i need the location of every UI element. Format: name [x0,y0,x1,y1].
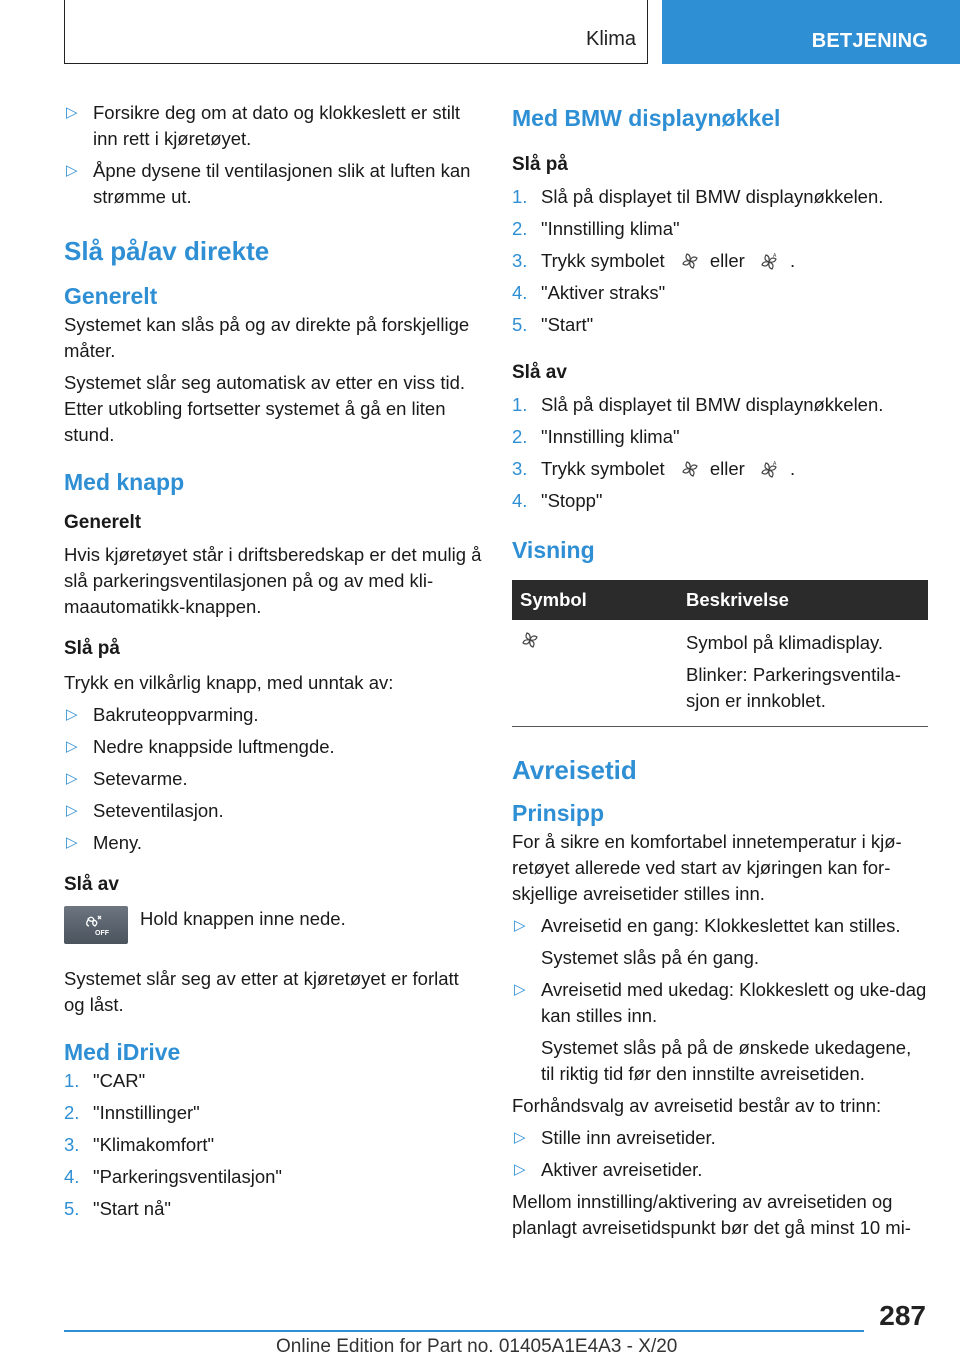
list-item: ▷ Forsikre deg om at dato og klokkeslett er stilt inn rett i kjøretøyet. [66,102,461,149]
list-item: 3. Trykk symbolet eller A . [512,458,796,479]
left-column [64,100,484,1228]
climate-off-button-image [64,906,128,944]
triangle-bullet-icon: ▷ [66,802,78,819]
list-item: 5. "Start nå" [64,1198,171,1219]
list-item: ▷ Aktiver avreisetider. [512,1157,928,1183]
svg-text:A: A [772,253,777,259]
heading-display-key: Med BMW displaynøkkel [512,105,781,131]
heading-display: Visning [512,537,595,563]
triangle-bullet-icon: ▷ [66,162,78,179]
heading-on: Slå på [512,154,568,175]
heading-button: Med knapp [64,469,185,495]
fan-auto-icon [760,459,780,479]
table-cell-description: Symbol på klimadisplay. Blinker: Parkeringsventila-sjon er innkoblet. [678,620,928,727]
header-left-frame [64,0,648,64]
list-item: ▷ Åpne dysene til ventilasjonen slik at luften kan strømme ut. [66,160,471,207]
list-item: 4. "Parkeringsventilasjon" [64,1166,282,1187]
triangle-bullet-icon: ▷ [514,917,526,934]
list-item: 5. "Start" [512,314,594,335]
heading-off: Slå av [512,362,567,383]
list-item: 1. Slå på displayet til BMW displaynøkkelen. [512,186,884,207]
triangle-bullet-icon: ▷ [514,1129,526,1146]
right-column [512,100,928,1247]
footer-rule [64,1330,864,1332]
heading-idrive: Med iDrive [64,1039,181,1065]
fan-auto-icon [760,251,780,271]
paragraph: Forhåndsvalg av avreisetid består av to trinn: [512,1095,882,1116]
list-item-sub: Systemet slås på én gang. [541,947,760,968]
table-header-description: Beskrivelse [678,580,928,620]
header-chapter: BETJENING [811,30,928,52]
fan-off-icon [64,906,128,944]
list-item: 4. "Aktiver straks" [512,282,666,303]
list-item: ▷ Avreisetid en gang: Klokkeslettet kan stilles. [512,913,928,939]
list-item: 2. "Innstilling klima" [512,426,680,447]
triangle-bullet-icon: ▷ [66,706,78,723]
list-item-sub: Systemet slås på på de ønskede ukedagene, til riktig tid før den innstilte avreisetiden. [541,1037,912,1084]
paragraph: Systemet kan slås på og av direkte på forskjellige måter. [64,314,470,361]
header-section: Klima [585,28,636,50]
off-button-text: Hold knappen inne nede. [140,908,346,929]
paragraph: Hvis kjøretøyet står i driftsberedskap er det mulig å slå parkeringsventilasjonen på og av med kli-maautomatikk-knappen. [64,544,482,617]
list-item: ▷ Stille inn avreisetider. [512,1125,928,1151]
fan-icon [680,251,700,271]
header-chapter-tab [662,0,960,64]
triangle-bullet-icon: ▷ [66,738,78,755]
list-item: ▷ Avreisetid med ukedag: Klokkeslett og uke-dag kan stilles inn. [514,979,927,1026]
triangle-bullet-icon: ▷ [66,770,78,787]
fan-icon [520,630,540,650]
paragraph: Mellom innstilling/aktivering av avreisetiden og planlagt avreisetidspunkt bør det gå minst 10 mi- [512,1191,911,1238]
list-item: ▷ Nedre knappside luftmengde. [64,734,484,760]
off-button-row [64,906,484,966]
table-row [512,620,928,727]
footer-edition: Online Edition for Part no. 01405A1E4A3 - X/20 [276,1336,678,1357]
heading-general-sub: Generelt [64,512,142,533]
list-item: 4. "Stopp" [512,490,603,511]
off-label: OFF [95,930,109,937]
heading-direct: Slå på/av direkte [64,236,270,266]
list-item: 1. "CAR" [64,1070,146,1091]
paragraph: For å sikre en komfortabel innetemperatur i kjø-retøyet allerede ved start av kjøringen kan for-skjellige avreisetider stilles inn. [512,831,902,904]
triangle-bullet-icon: ▷ [514,981,526,998]
list-item: 3. Trykk symbolet eller A . [512,250,796,271]
triangle-bullet-icon: ▷ [514,1161,526,1178]
table-header-symbol: Symbol [512,580,678,620]
table-cell-symbol [512,620,678,727]
heading-principle: Prinsipp [512,800,605,826]
heading-on: Slå på [64,638,120,659]
triangle-bullet-icon: ▷ [66,834,78,851]
list-item: ▷ Seteventilasjon. [64,798,484,824]
list-item: ▷ Bakruteoppvarming. [64,702,484,728]
svg-text:A: A [772,461,777,467]
list-item: 3. "Klimakomfort" [64,1134,215,1155]
list-item: ▷ Meny. [64,830,484,856]
triangle-bullet-icon: ▷ [66,104,78,121]
heading-departure: Avreisetid [512,755,637,785]
heading-off: Slå av [64,874,119,895]
paragraph: Systemet slår seg automatisk av etter en viss tid. Etter utkobling fortsetter systemet å gå en liten stund. [64,372,465,445]
list-item: ▷ Setevarme. [64,766,484,792]
symbol-table [512,580,928,727]
fan-icon [680,459,700,479]
list-item: 1. Slå på displayet til BMW displaynøkkelen. [512,394,884,415]
page-number: 287 [879,1300,926,1331]
list-item: 2. "Innstillinger" [64,1102,200,1123]
paragraph: Systemet slår seg av etter at kjøretøyet er forlatt og låst. [64,968,459,1015]
list-item: 2. "Innstilling klima" [512,218,680,239]
paragraph: Trykk en vilkårlig knapp, med unntak av: [64,672,394,693]
heading-general: Generelt [64,283,158,309]
